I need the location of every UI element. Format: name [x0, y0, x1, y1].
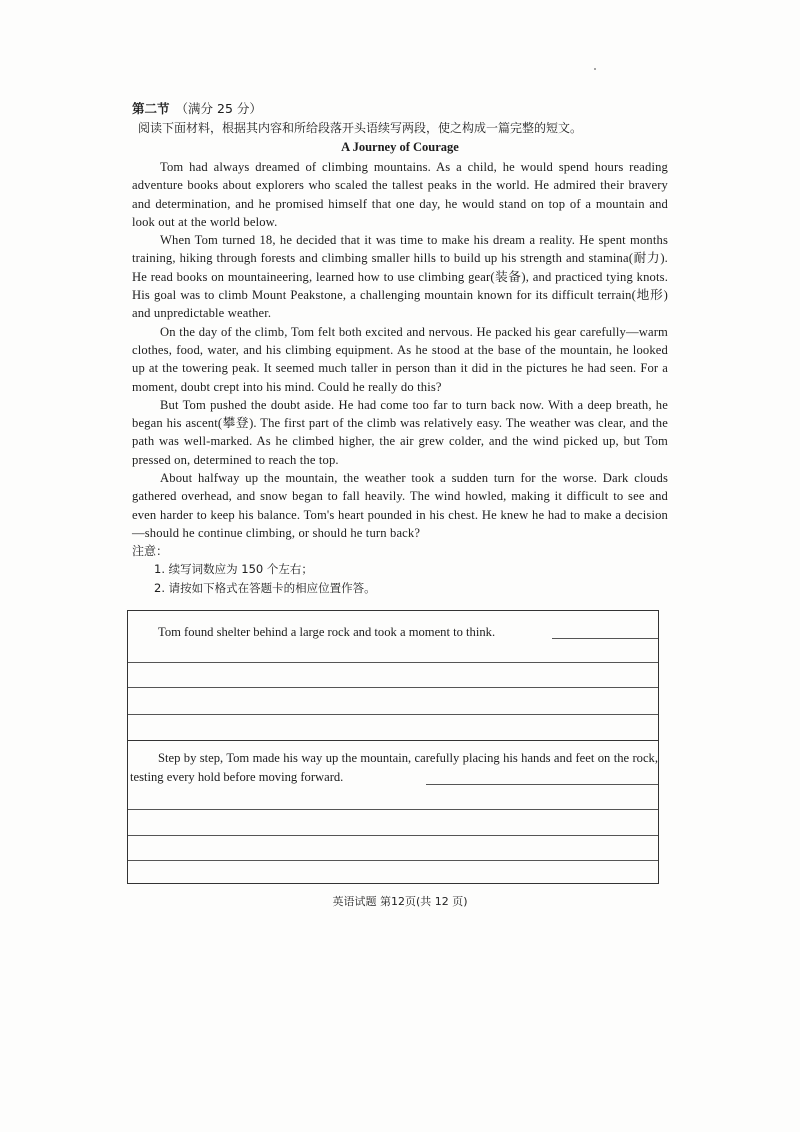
story-paragraph-5: About halfway up the mountain, the weather took a sudden turn for the worse. Dark clouds gathered overhead, and snow began to fall heavily. The wind howled, making it difficult to see and even harder to keep his balance. Tom's heart pounded in his chest. He knew he had to make a decision—should he continue climbing, or should he turn back? — [132, 471, 668, 540]
note-item-1: 1. 续写词数应为 150 个左右； — [154, 562, 313, 577]
story-paragraph-1: Tom had always dreamed of climbing mountains. As a child, he would spend hours reading adventure books about explorers who scaled the tallest peaks in the world. He admired their bravery and determination, and he promised himself that one day, he would stand on top of a mountain and look out at the world below. — [132, 160, 668, 229]
exam-content — [132, 100, 668, 598]
writing-line — [128, 687, 658, 688]
writing-line — [128, 714, 658, 715]
notes-label: 注意： — [132, 544, 169, 559]
starter-sentence-2: Step by step, Tom made his way up the mountain, carefully placing his hands and feet on the rock, testing every hold before moving forward. — [130, 751, 658, 784]
writing-line — [128, 835, 658, 836]
story-paragraph-2: When Tom turned 18, he decided that it was time to make his dream a reality. He spent months training, hiking through forests and climbing smaller hills to build up his strength and stamina(耐力). He read books on mountaineering, learned how to use climbing gear(装备), and practiced tying knots. His goal was to climb Mount Peakstone, a challenging mountain known for its difficult terrain(地形) and unpredictable weather. — [132, 233, 668, 321]
story-paragraph-4: But Tom pushed the doubt aside. He had come too far to turn back now. With a deep breath, he began his ascent(攀登). The first part of the climb was relatively easy. The weather was clear, and the path was well-marked. As he climbed higher, the air grew colder, and the wind picked up, but Tom pressed on, determined to reach the top. — [132, 397, 668, 467]
section-score: （满分 25 分） — [175, 101, 262, 116]
writing-line — [128, 860, 658, 861]
section-divider — [128, 740, 658, 741]
page-footer: 英语试题 第12页(共 12 页) — [332, 895, 468, 908]
note-item-2: 2. 请按如下格式在答题卡的相应位置作答。 — [154, 581, 376, 596]
writing-line — [128, 809, 658, 810]
writing-line — [128, 662, 658, 663]
writing-line — [552, 638, 658, 639]
section-header — [132, 100, 668, 118]
writing-line — [426, 784, 658, 785]
story-paragraph-3: On the day of the climb, Tom felt both excited and nervous. He packed his gear carefully—warm clothes, food, water, and his climbing equipment. As he stood at the base of the mountain, he looked up at the towering peak. It seemed much taller in person than it did in the pictures he had seen. For a moment, doubt crept into his mind. Could he really do this? — [132, 324, 668, 394]
starter-sentence-1: Tom found shelter behind a large rock and took a moment to think. — [158, 625, 496, 639]
task-instruction: 阅读下面材料，根据其内容和所给段落开头语续写两段，使之构成一篇完整的短文。 — [138, 121, 583, 135]
section-title: 第二节 — [132, 101, 170, 116]
story-title: A Journey of Courage — [341, 140, 459, 154]
answer-box — [127, 610, 659, 884]
scan-speck — [594, 68, 596, 70]
